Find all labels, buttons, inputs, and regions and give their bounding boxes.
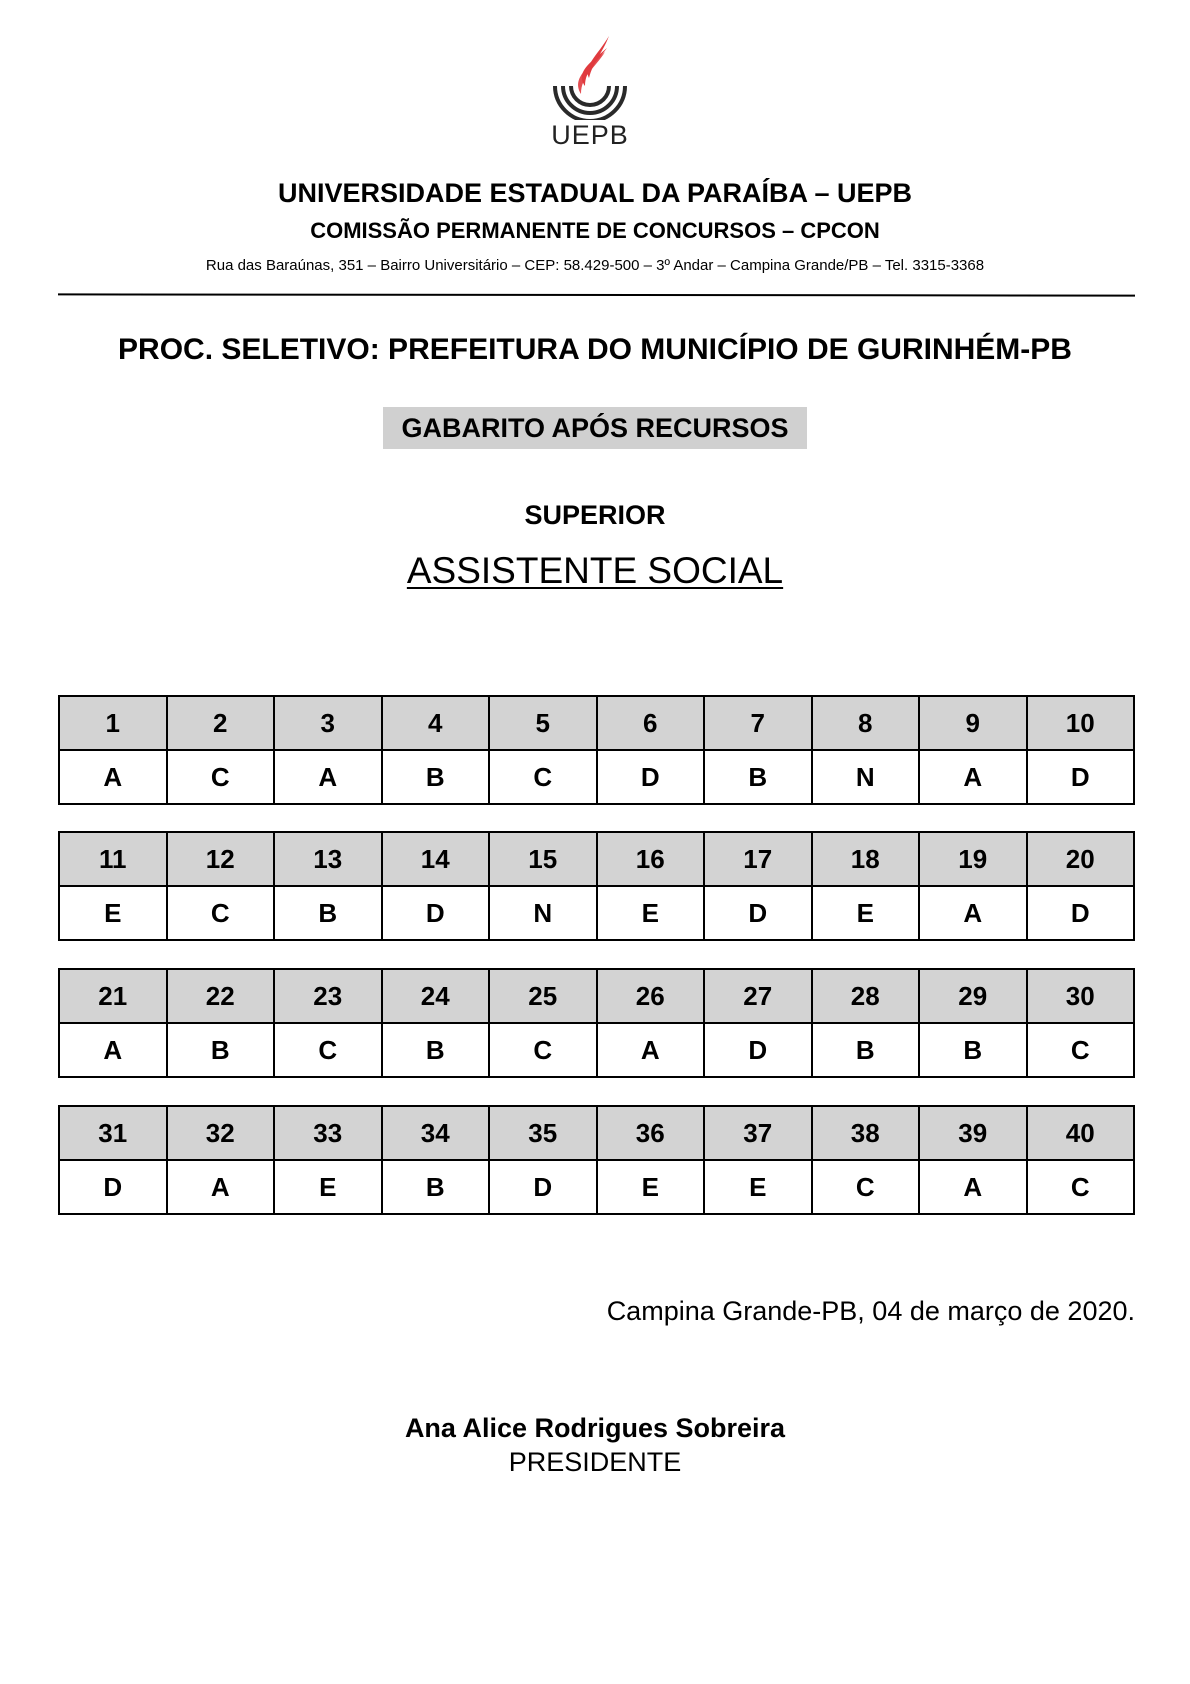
question-number: 32 — [167, 1106, 275, 1160]
answer-cell: D — [1027, 750, 1135, 804]
question-number-row — [59, 832, 1134, 886]
answer-cell: B — [919, 1023, 1027, 1077]
level-heading: SUPERIOR — [524, 500, 666, 530]
question-number: 21 — [59, 969, 167, 1023]
signatory-name: Ana Alice Rodrigues Sobreira — [404, 1413, 786, 1443]
answer-row — [59, 1160, 1134, 1214]
answer-cell: B — [704, 750, 812, 804]
uepb-emblem-icon — [545, 28, 635, 120]
header-divider — [58, 293, 1135, 296]
answer-cell: C — [812, 1160, 920, 1214]
answer-cell: D — [1027, 886, 1135, 940]
answer-row — [59, 886, 1134, 940]
answer-cell: B — [812, 1023, 920, 1077]
question-number: 26 — [597, 969, 705, 1023]
question-number: 12 — [167, 832, 275, 886]
question-number: 13 — [274, 832, 382, 886]
answer-cell: B — [382, 750, 490, 804]
question-number: 27 — [704, 969, 812, 1023]
question-number: 38 — [812, 1106, 920, 1160]
date-line: Campina Grande-PB, 04 de março de 2020. — [606, 1296, 1135, 1326]
answer-cell: D — [382, 886, 490, 940]
question-number: 7 — [704, 696, 812, 750]
answer-cell: D — [59, 1160, 167, 1214]
question-number: 8 — [812, 696, 920, 750]
answer-cell: A — [597, 1023, 705, 1077]
position-title — [0, 550, 1190, 592]
answer-cell: C — [167, 750, 275, 804]
question-number: 30 — [1027, 969, 1135, 1023]
question-number: 29 — [919, 969, 1027, 1023]
question-number: 31 — [59, 1106, 167, 1160]
question-number: 35 — [489, 1106, 597, 1160]
answer-cell: D — [489, 1160, 597, 1214]
signatory-role: PRESIDENTE — [508, 1447, 682, 1477]
question-number-row — [59, 1106, 1134, 1160]
answer-cell: N — [489, 886, 597, 940]
question-number-row — [59, 969, 1134, 1023]
answer-cell: A — [919, 750, 1027, 804]
question-number: 23 — [274, 969, 382, 1023]
answer-cell: B — [274, 886, 382, 940]
question-number: 17 — [704, 832, 812, 886]
answer-cell: D — [704, 886, 812, 940]
answer-cell: B — [382, 1160, 490, 1214]
answer-cell: E — [812, 886, 920, 940]
address-line: Rua das Baraúnas, 351 – Bairro Universitário – CEP: 58.429-500 – 3º Andar – Campina Grande/PB – Tel. 3315-3368 — [205, 257, 985, 274]
logo-text: UEPB — [551, 120, 629, 150]
question-number: 20 — [1027, 832, 1135, 886]
position-title-text: ASSISTENTE SOCIAL — [406, 550, 784, 591]
answer-cell: C — [489, 1023, 597, 1077]
answer-cell: C — [274, 1023, 382, 1077]
answer-cell: B — [167, 1023, 275, 1077]
question-number: 37 — [704, 1106, 812, 1160]
answer-cell: C — [489, 750, 597, 804]
university-name: UNIVERSIDADE ESTADUAL DA PARAÍBA – UEPB — [277, 178, 913, 208]
answer-table-3 — [58, 968, 1135, 1078]
answer-cell: A — [919, 1160, 1027, 1214]
question-number: 25 — [489, 969, 597, 1023]
question-number: 6 — [597, 696, 705, 750]
answer-cell: C — [167, 886, 275, 940]
process-title: PROC. SELETIVO: PREFEITURA DO MUNICÍPIO DE GURINHÉM-PB — [118, 333, 1072, 366]
answer-table-1 — [58, 695, 1135, 805]
question-number: 9 — [919, 696, 1027, 750]
question-number: 16 — [597, 832, 705, 886]
answer-cell: D — [597, 750, 705, 804]
answer-cell: E — [704, 1160, 812, 1214]
answer-cell: C — [1027, 1023, 1135, 1077]
answer-cell: A — [59, 1023, 167, 1077]
answer-table-4 — [58, 1105, 1135, 1215]
question-number: 33 — [274, 1106, 382, 1160]
question-number: 2 — [167, 696, 275, 750]
answer-cell: E — [59, 886, 167, 940]
question-number: 5 — [489, 696, 597, 750]
answer-key-badge: GABARITO APÓS RECURSOS — [383, 407, 806, 449]
answer-cell: E — [597, 1160, 705, 1214]
answer-cell: A — [919, 886, 1027, 940]
question-number: 34 — [382, 1106, 490, 1160]
answer-row — [59, 750, 1134, 804]
question-number: 36 — [597, 1106, 705, 1160]
answer-cell: B — [382, 1023, 490, 1077]
answer-cell: D — [704, 1023, 812, 1077]
answer-cell: C — [1027, 1160, 1135, 1214]
answer-cell: A — [274, 750, 382, 804]
question-number: 3 — [274, 696, 382, 750]
question-number: 4 — [382, 696, 490, 750]
answer-cell: A — [167, 1160, 275, 1214]
question-number: 14 — [382, 832, 490, 886]
question-number: 28 — [812, 969, 920, 1023]
question-number: 39 — [919, 1106, 1027, 1160]
question-number: 19 — [919, 832, 1027, 886]
question-number: 40 — [1027, 1106, 1135, 1160]
answer-row — [59, 1023, 1134, 1077]
question-number: 18 — [812, 832, 920, 886]
question-number-row — [59, 696, 1134, 750]
answer-table-2 — [58, 831, 1135, 941]
answer-cell: E — [274, 1160, 382, 1214]
uepb-logo — [545, 28, 635, 160]
question-number: 11 — [59, 832, 167, 886]
answer-cell: E — [597, 886, 705, 940]
question-number: 10 — [1027, 696, 1135, 750]
question-number: 15 — [489, 832, 597, 886]
question-number: 1 — [59, 696, 167, 750]
commission-name: COMISSÃO PERMANENTE DE CONCURSOS – CPCON — [310, 218, 880, 243]
answer-cell: A — [59, 750, 167, 804]
question-number: 24 — [382, 969, 490, 1023]
question-number: 22 — [167, 969, 275, 1023]
answer-cell: N — [812, 750, 920, 804]
